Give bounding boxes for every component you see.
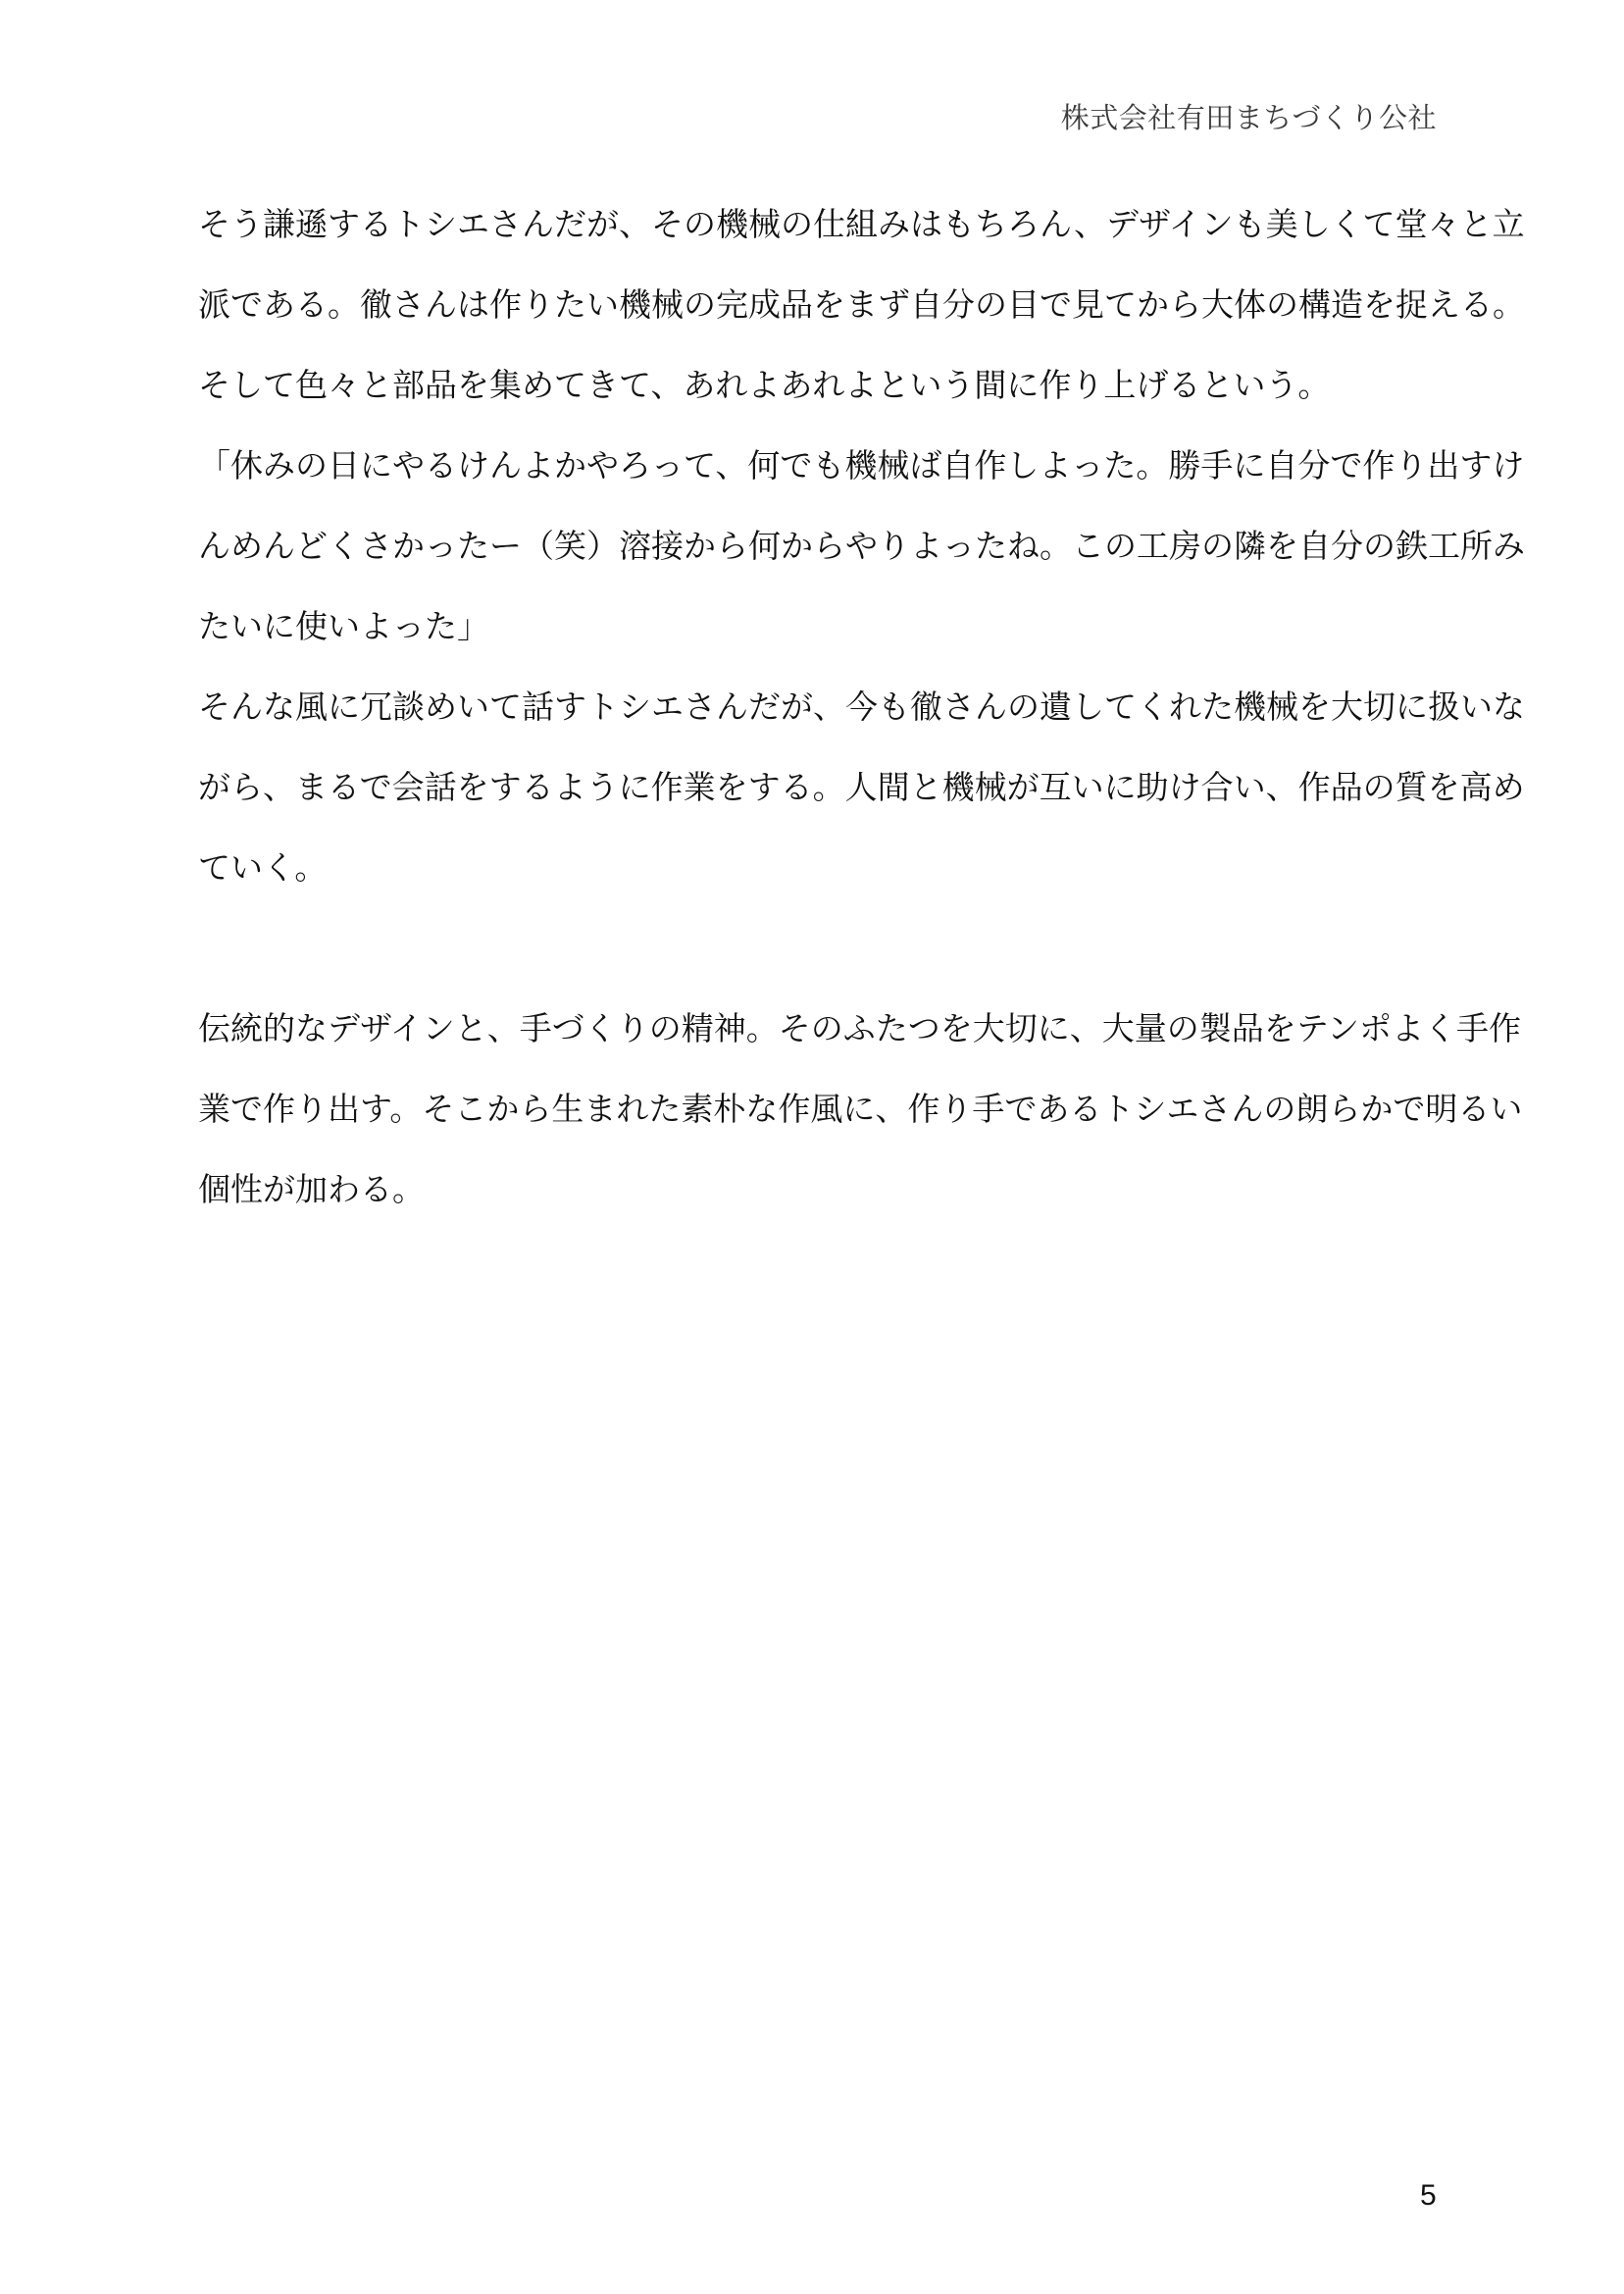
header-company-name: 株式会社有田まちづくり公社 bbox=[1060, 101, 1437, 134]
text-line: 業で作り出す。そこから生まれた素朴な作風に、作り手であるトシエさんの朗らかで明るい bbox=[198, 1090, 1523, 1128]
text-line: 個性が加わる。 bbox=[198, 1170, 425, 1208]
paragraph-2-quote bbox=[198, 426, 1525, 667]
text-line: 「休みの日にやるけんよかやろって、何でも機械ば自作しよった。勝手に自分で作り出すけ bbox=[198, 446, 1525, 484]
text-line: そんな風に冗談めいて話すトシエさんだが、今も徹さんの遺してくれた機械を大切に扱いな bbox=[198, 688, 1525, 726]
text-line: んめんどくさかったー（笑）溶接から何からやりよったね。この工房の隣を自分の鉄工所み bbox=[198, 527, 1525, 565]
text-line: そう謙遜するトシエさんだが、その機械の仕組みはもちろん、デザインも美しくて堂々と立 bbox=[198, 205, 1525, 243]
paragraph-1 bbox=[198, 184, 1525, 426]
text-line: たいに使いよった」 bbox=[198, 607, 489, 645]
page-number: 5 bbox=[1420, 2179, 1437, 2212]
paragraph-spacer bbox=[198, 908, 1434, 989]
text-line: ていく。 bbox=[198, 848, 328, 887]
text-line: そして色々と部品を集めてきて、あれよあれよという間に作り上げるという。 bbox=[198, 366, 1331, 404]
body-text bbox=[198, 184, 1525, 1230]
text-line: がら、まるで会話をするように作業をする。人間と機械が互いに助け合い、作品の質を高め bbox=[198, 768, 1525, 806]
text-line: 派である。徹さんは作りたい機械の完成品をまず自分の目で見てから大体の構造を捉える。 bbox=[198, 285, 1525, 324]
paragraph-4 bbox=[198, 989, 1523, 1230]
text-line: 伝統的なデザインと、手づくりの精神。そのふたつを大切に、大量の製品をテンポよく手作 bbox=[198, 1009, 1522, 1047]
paragraph-3 bbox=[198, 667, 1525, 908]
